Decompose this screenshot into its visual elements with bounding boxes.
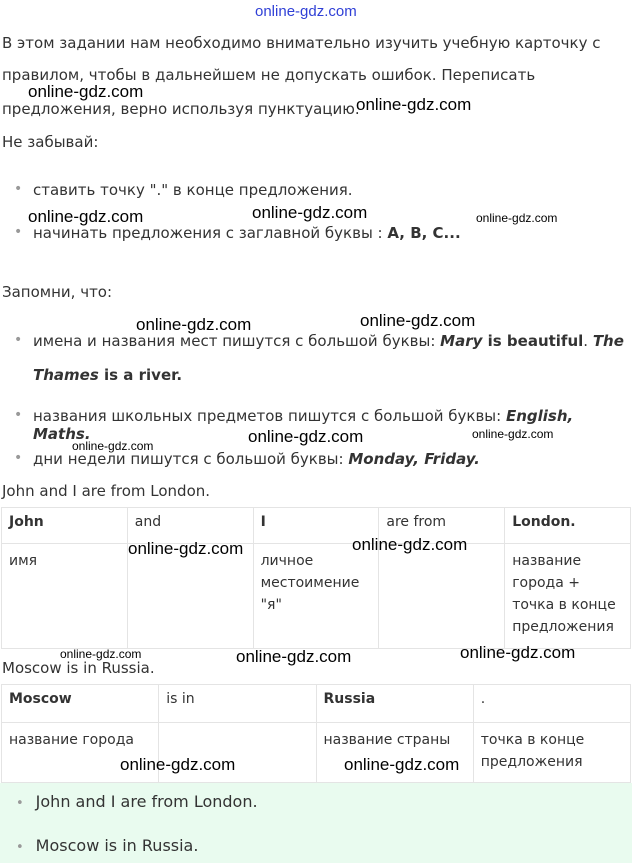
rule-text: названия школьных предметов пишутся с большой буквы: English, Maths. <box>33 407 574 443</box>
table-cell: личное местоимение "я" <box>253 544 379 649</box>
answer-text: John and I are from London. <box>35 792 258 811</box>
watermark: online-gdz.com <box>460 643 576 662</box>
intro-line-1: В этом задании нам необходимо внимательно изучить учебную карточку с <box>2 34 601 52</box>
watermark: online-gdz.com <box>472 427 554 441</box>
table-cell: John <box>2 508 128 544</box>
watermark: online-gdz.com <box>344 755 460 774</box>
table-cell: are from <box>379 508 505 544</box>
table-cell: Russia <box>316 685 473 723</box>
table-cell <box>127 544 253 649</box>
intro-line-2: правилом, чтобы в дальнейшем не допускать ошибок. Переписать <box>2 66 536 84</box>
answer-item <box>16 836 198 855</box>
answer-box <box>0 783 632 863</box>
watermark: online-gdz.com <box>236 647 352 666</box>
table-cell: and <box>127 508 253 544</box>
watermark: online-gdz.com <box>28 207 144 226</box>
watermark: online-gdz.com <box>252 203 368 222</box>
bullet-icon: • <box>14 224 23 240</box>
bullet-icon: • <box>14 181 23 197</box>
watermark: online-gdz.com <box>136 315 252 334</box>
watermark: online-gdz.com <box>360 311 476 330</box>
watermark: online-gdz.com <box>476 211 558 225</box>
rule-text: имена и названия мест пишутся с большой буквы: Mary is beautiful. The <box>33 332 624 350</box>
bullet-icon: • <box>14 450 23 466</box>
watermark: online-gdz.com <box>28 82 144 101</box>
bullet-icon: • <box>16 796 24 811</box>
table-cell: название города <box>2 723 159 783</box>
rule-text: дни недели пишутся с большой буквы: Monday, Friday. <box>33 450 480 468</box>
sentence-2: Moscow is in Russia. <box>2 659 155 677</box>
bullet-icon: • <box>16 840 24 855</box>
example-days: Monday, Friday. <box>348 450 480 468</box>
table-cell: имя <box>2 544 128 649</box>
sentence-1-table <box>1 507 631 649</box>
watermark: online-gdz.com <box>356 95 472 114</box>
example-text: is beautiful <box>482 332 584 350</box>
letters-example: A, B, C... <box>387 224 461 242</box>
top-watermark[interactable]: online-gdz.com <box>255 3 357 20</box>
table-cell: London. <box>505 508 631 544</box>
memorize-heading: Запомни, что: <box>2 283 113 301</box>
table-cell: . <box>473 685 630 723</box>
intro-line-3: предложения, верно используя пунктуацию. <box>2 100 360 118</box>
watermark: online-gdz.com <box>72 439 154 453</box>
example-subjects: English, Maths. <box>33 407 574 443</box>
table-cell: точка в конце предложения <box>473 723 630 783</box>
example-river: Thames <box>33 366 99 384</box>
bullet-icon: • <box>14 332 23 348</box>
sentence-1: John and I are from London. <box>2 482 211 500</box>
rule-text: ставить точку "." в конце предложения. <box>33 181 353 199</box>
table-cell: название страны <box>316 723 473 783</box>
rule-text: начинать предложения с заглавной буквы : A, B, C... <box>33 224 461 242</box>
bullet-icon: • <box>14 407 23 423</box>
watermark: online-gdz.com <box>352 535 468 554</box>
table-cell: название города + точка в конце предложения <box>505 544 631 649</box>
watermark: online-gdz.com <box>128 539 244 558</box>
answer-item <box>16 792 258 811</box>
remember-heading: Не забывай: <box>2 133 99 151</box>
table-cell: I <box>253 508 379 544</box>
sentence-2-table <box>1 684 631 783</box>
table-cell: is in <box>159 685 316 723</box>
example-name: Mary <box>440 332 483 350</box>
example-article: The <box>592 332 624 350</box>
table-cell <box>379 544 505 649</box>
watermark: online-gdz.com <box>60 647 142 661</box>
table-cell: Moscow <box>2 685 159 723</box>
rule-text <box>33 366 624 384</box>
watermark: online-gdz.com <box>120 755 236 774</box>
example-text: is a river. <box>98 366 183 384</box>
watermark: online-gdz.com <box>248 427 364 446</box>
answer-text: Moscow is in Russia. <box>35 836 199 855</box>
